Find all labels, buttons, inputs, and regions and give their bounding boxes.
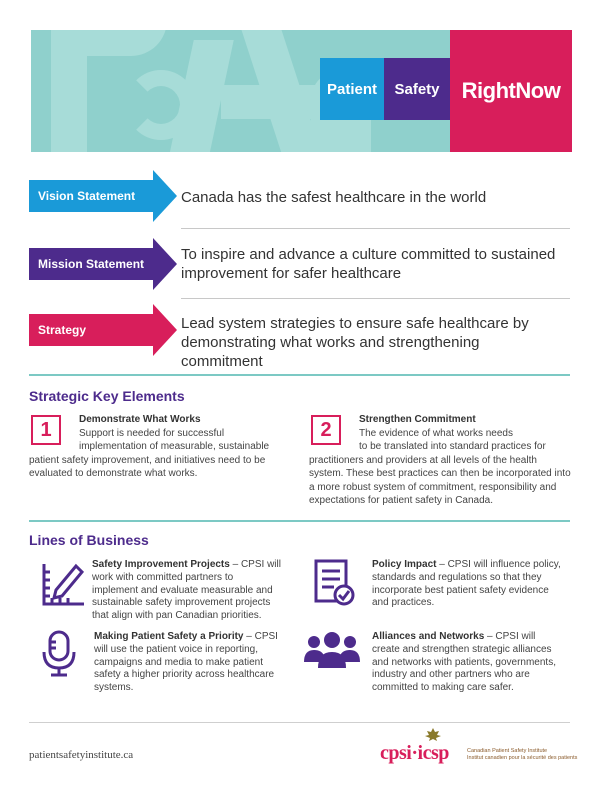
- number-badge: 2: [311, 415, 341, 445]
- footer-rule: [29, 722, 570, 723]
- lob-item-policy-impact: Policy Impact – CPSI will influence policy, standards and regulations so that they incorporate best patient safety evidence and practices.: [372, 559, 561, 609]
- mission-label: Mission Statement: [29, 248, 153, 280]
- vision-text: Canada has the safest healthcare in the world: [181, 189, 487, 206]
- ruler-pencil-icon: [38, 560, 88, 610]
- cpsi-name-en: Canadian Patient Safety Institute: [467, 748, 548, 754]
- mission-text: To inspire and advance a culture committed to sustained improvement for safer healthcare: [181, 246, 556, 282]
- people-group-icon: [302, 628, 362, 678]
- section-rule: [29, 374, 570, 376]
- key-element-title: Demonstrate What Works: [79, 414, 201, 425]
- lob-item-alliances-networks: Alliances and Networks – CPSI will create and strengthen strategic alliances and networks with patients, governments, industry and other partners who are committed to making care safer.: [372, 631, 556, 694]
- banner-decoration: [87, 30, 167, 56]
- lob-title: Lines of Business: [29, 532, 149, 548]
- vision-label: Vision Statement: [29, 180, 153, 212]
- key-element-2: Strengthen Commitment The evidence of what works needs to be translated into standard practices for practitioners and providers at all levels of the health system. These best practices can then be incorporated into a more robust system of commitment, responsibility and expectations for patient safety in Canada.: [309, 414, 571, 506]
- number-badge: 1: [31, 415, 61, 445]
- lob-item-safety-improvement: Safety Improvement Projects – CPSI will work with committed partners to implement and evaluate measurable and sustainable safety improvement projects that align with pan Canadian priorities.: [92, 559, 281, 622]
- safety-label: Safety: [384, 58, 450, 120]
- key-elements-title: Strategic Key Elements: [29, 388, 185, 404]
- website-url[interactable]: patientsafetyinstitute.ca: [29, 749, 134, 761]
- document-check-icon: [308, 557, 358, 607]
- lob-item-patient-safety-priority: Making Patient Safety a Priority – CPSI will use the patient voice in reporting, campaigns and media to make patient safety a higher priority across healthcare systems.: [94, 631, 278, 694]
- strategy-label: Strategy: [29, 314, 153, 346]
- section-rule: [29, 520, 570, 522]
- key-element-1: Demonstrate What Works Support is needed for successful implementation of measurable, sustainable patient safety improvement, and initiatives need to be evaluated to demonstrate what works.: [29, 413, 289, 481]
- cpsi-logo: [380, 736, 578, 766]
- banner-decoration: [51, 30, 87, 152]
- cpsi-wordmark: cpsi·icsp: [380, 742, 449, 764]
- key-element-title: Strengthen Commitment: [359, 414, 476, 425]
- cpsi-name-fr: Institut canadien pour la sécurité des patients: [467, 755, 578, 761]
- right-now-logo: RightNow: [450, 30, 572, 152]
- divider: [181, 228, 570, 229]
- divider: [181, 298, 570, 299]
- maple-leaf-icon: [424, 728, 442, 742]
- microphone-icon: [34, 628, 84, 678]
- patient-label: Patient: [320, 58, 384, 120]
- strategy-text: Lead system strategies to ensure safe healthcare by demonstrating what works and strengthening commitment: [181, 315, 529, 370]
